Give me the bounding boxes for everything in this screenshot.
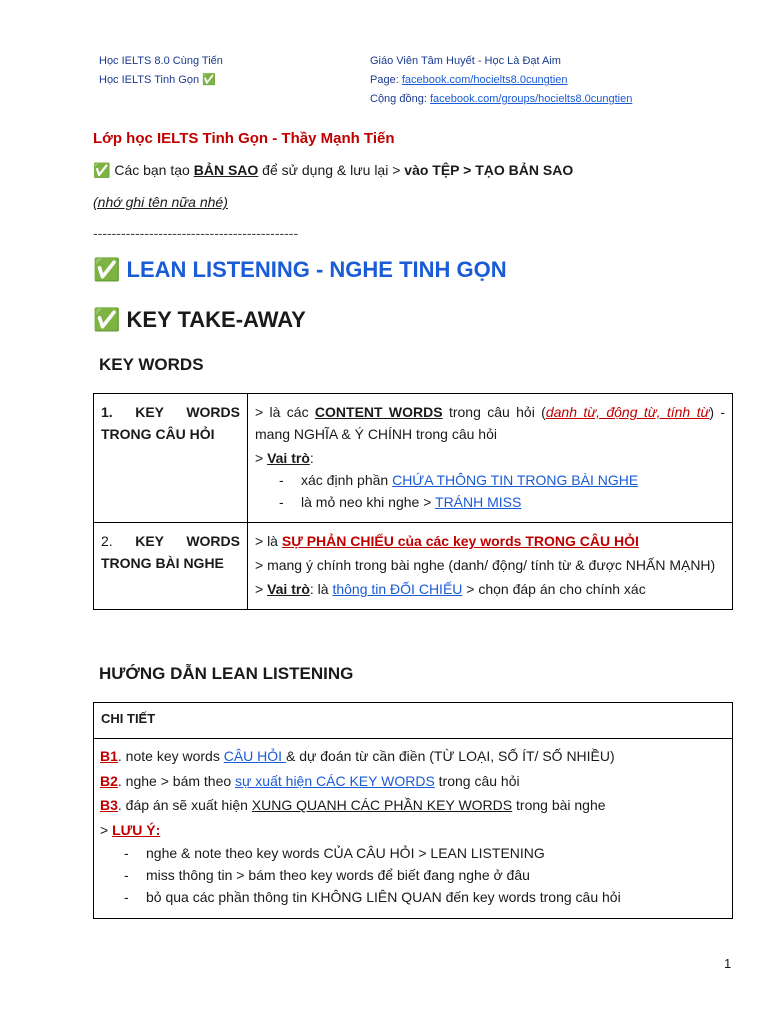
note-line: [100, 818, 726, 843]
guide-header-box: [93, 702, 733, 739]
step-3-label: B3: [100, 797, 118, 813]
page-link[interactable]: facebook.com/hocielts8.0cungtien: [401, 74, 568, 86]
row2-words: WORDS: [186, 533, 240, 549]
r2-role-prefix: >: [255, 581, 268, 597]
header-page-line: [370, 71, 632, 90]
keywords-heading: KEY WORDS: [99, 355, 204, 374]
r2-main-idea: > mang ý chính trong bài nghe (danh/ động/ tính từ & được NHẤN MẠNH): [255, 557, 716, 573]
community-link[interactable]: facebook.com/groups/hocielts8.0cungtien: [429, 93, 633, 105]
list-item: [301, 491, 725, 513]
page-label: Page:: [370, 74, 402, 86]
step-1-a: . note key words: [117, 748, 224, 764]
header-left: [99, 52, 223, 90]
step-2-link[interactable]: sự xuất hiện CÁC KEY WORDS: [235, 772, 435, 789]
header-right-title: Giáo Viên Tâm Huyết - Học Là Đạt Aim: [370, 55, 561, 67]
divider-line: --------------------------------------------: [93, 225, 299, 241]
r1-c: trong câu hỏi (: [442, 404, 546, 420]
row1-label-line1: [101, 401, 240, 423]
main-title: [93, 256, 507, 284]
row1-num: 1.: [101, 404, 113, 420]
list-item: - bỏ qua các phần thông tin KHÔNG LIÊN QUAN đến key words trong câu hỏi: [146, 886, 726, 908]
header-right: [370, 52, 632, 109]
header-left-line-1: Học IELTS 8.0 Cùng Tiến: [99, 55, 223, 67]
copy-action: vào TỆP > TẠO BẢN SAO: [404, 162, 574, 178]
r2-role-label: Vai trò: [267, 581, 310, 597]
step-2-label: B2: [100, 772, 118, 789]
row1-content: [248, 394, 733, 523]
list-item: [301, 469, 725, 491]
r1-a: > là các: [255, 404, 315, 420]
row2-definition: [255, 530, 725, 552]
row1-definition: [255, 401, 725, 445]
check-icon: ✅: [93, 257, 121, 282]
row2-content: [248, 523, 733, 610]
r1-e: ) - mang NGHĨA & Ý CHÍNH trong câu hỏi: [255, 404, 726, 442]
row2-key: KEY: [135, 533, 164, 549]
note-prefix: >: [100, 821, 113, 838]
row2-role: [255, 578, 725, 600]
r1-b1-link[interactable]: CHỨA THÔNG TIN TRONG BÀI NGHE: [392, 472, 639, 488]
list-item: - nghe & note theo key words CỦA CÂU HỎI > LEAN LISTENING: [146, 842, 726, 864]
step-2-c: trong câu hỏi: [434, 772, 520, 789]
step-3: [100, 793, 726, 818]
keywords-table: [93, 393, 733, 610]
list-item: - miss thông tin > bám theo key words để biết đang nghe ở đâu: [146, 864, 726, 886]
row2-label-line2: TRONG BÀI NGHE: [101, 555, 224, 571]
note-label: LƯU Ý:: [112, 821, 161, 838]
step-2: [100, 769, 726, 794]
guide-heading: HƯỚNG DẪN LEAN LISTENING: [99, 664, 354, 683]
r1-b2-a: là mỏ neo khi nghe >: [301, 494, 436, 510]
copy-bold: BẢN SAO: [193, 162, 259, 178]
r2-role-link[interactable]: thông tin ĐỐI CHIẾU: [332, 581, 463, 597]
r2-a: > là: [255, 533, 282, 549]
copy-mid: để sử dụng & lưu lại >: [258, 162, 405, 178]
header-left-line-2: Học IELTS Tinh Gọn ✅: [99, 74, 216, 86]
step-1-c: & dự đoán từ cần điền (TỪ LOẠI, SỐ ÍT/ SỐ NHIỀU): [285, 748, 615, 764]
r2-role-end: > chọn đáp án cho chính xác: [462, 581, 646, 597]
row1-key: KEY: [135, 404, 164, 420]
row2-label: [94, 523, 248, 610]
row1-label: [94, 394, 248, 523]
guide-steps: [100, 744, 726, 908]
content-words: CONTENT WORDS: [314, 404, 443, 420]
row1-words: WORDS: [186, 404, 240, 420]
step-2-a: . nghe > bám theo: [117, 772, 236, 789]
step-3-a: . đáp án sẽ xuất hiện: [117, 797, 252, 813]
row1-role: [255, 447, 725, 469]
class-title: Lớp học IELTS Tinh Gọn - Thầy Mạnh Tiến: [93, 130, 395, 147]
step-3-c: trong bài nghe: [512, 797, 606, 813]
name-note: (nhớ ghi tên nữa nhé): [93, 194, 228, 210]
note-bullets: [100, 842, 726, 908]
header-community-line: [370, 90, 632, 109]
row2-num: 2.: [101, 533, 113, 549]
r1-role-colon: :: [309, 450, 314, 466]
row1-bullets: [255, 469, 725, 513]
r2-reflection: SỰ PHẢN CHIẾU của các key words TRONG CÂU HỎI: [281, 533, 639, 549]
r1-b2-link[interactable]: TRÁNH MISS: [435, 494, 522, 510]
community-label: Cộng đồng:: [370, 93, 430, 105]
table-row: [94, 523, 733, 610]
guide-header: CHI TIẾT: [101, 711, 156, 726]
key-takeaway-text: KEY TAKE-AWAY: [120, 307, 306, 332]
r2-role-mid: : là: [309, 581, 333, 597]
check-icon: ✅: [93, 307, 121, 332]
r1-role-label: Vai trò: [267, 450, 310, 466]
r1-role-prefix: >: [255, 450, 268, 466]
key-takeaway-title: [93, 306, 306, 334]
step-3-key: XUNG QUANH CÁC PHẦN KEY WORDS: [251, 797, 513, 813]
main-title-text: LEAN LISTENING - NGHE TINH GỌN: [120, 257, 507, 282]
copy-instruction: [93, 159, 573, 181]
page-number: 1: [724, 956, 732, 971]
guide-body-box: [93, 737, 733, 919]
step-1-label: B1: [100, 748, 118, 764]
check-icon: ✅: [93, 162, 111, 178]
r1-b1-a: xác định phần: [301, 472, 393, 488]
step-1-link[interactable]: CÂU HỎI: [223, 748, 286, 764]
row2-label-line1: [101, 530, 240, 552]
copy-prefix: Các bạn tạo: [110, 162, 194, 178]
step-1: [100, 744, 726, 769]
table-row: [94, 394, 733, 523]
row1-label-line2: TRONG CÂU HỎI: [101, 426, 215, 442]
word-types: danh từ, động từ, tính từ: [545, 404, 710, 420]
